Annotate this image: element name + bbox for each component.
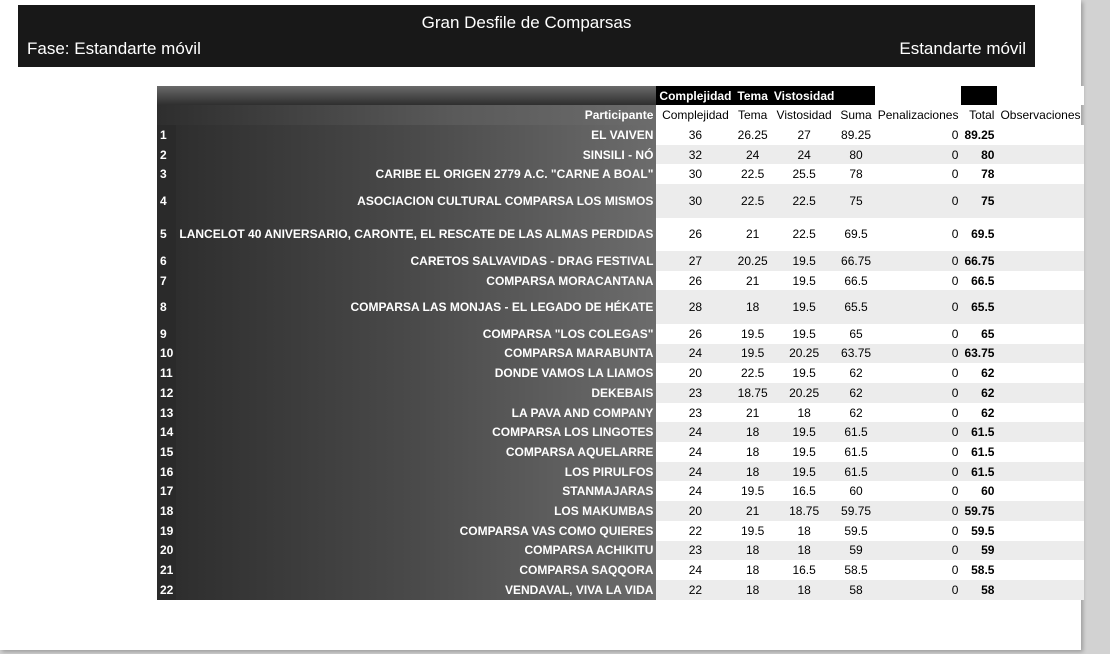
position-cell: 12	[157, 383, 176, 403]
complejidad-cell: 24	[656, 442, 734, 462]
position-cell: 11	[157, 363, 176, 383]
tema-cell: 22.5	[734, 363, 770, 383]
penalizaciones-cell: 0	[875, 363, 962, 383]
group-header-total-blank	[961, 86, 997, 105]
col-vistosidad: Vistosidad	[776, 108, 832, 122]
total-cell: 69.5	[961, 218, 997, 252]
position-cell: 7	[157, 271, 176, 291]
observaciones-cell	[997, 541, 1083, 561]
participant-cell: COMPARSA "LOS COLEGAS"	[176, 324, 656, 344]
vistosidad-cell: 25.5	[771, 164, 837, 184]
complejidad-cell: 30	[656, 164, 734, 184]
suma-cell: 63.75	[837, 344, 874, 364]
penalizaciones-cell: 0	[875, 324, 962, 344]
participant-cell: COMPARSA LAS MONJAS - EL LEGADO DE HÉKATE	[176, 290, 656, 324]
tema-cell: 18	[734, 560, 770, 580]
complejidad-cell: 24	[656, 481, 734, 501]
complejidad-cell: 22	[656, 580, 734, 600]
participant-cell: CARETOS SALVAVIDAS - DRAG FESTIVAL	[176, 251, 656, 271]
col-observaciones: Observaciones	[1000, 108, 1081, 122]
results-body	[157, 125, 1084, 600]
col-complejidad: Complejidad	[662, 108, 729, 122]
col-tema: Tema	[737, 108, 768, 122]
tema-cell: 18	[734, 290, 770, 324]
participant-cell: COMPARSA AQUELARRE	[176, 442, 656, 462]
tema-cell: 21	[734, 501, 770, 521]
observaciones-cell	[997, 521, 1083, 541]
total-cell: 66.75	[961, 251, 997, 271]
suma-cell: 66.75	[837, 251, 874, 271]
table-row	[157, 560, 1084, 580]
table-row	[157, 422, 1084, 442]
tema-cell: 24	[734, 145, 770, 165]
participant-cell: LOS PIRULFOS	[176, 462, 656, 482]
total-cell: 62	[961, 363, 997, 383]
participant-cell: VENDAVAL, VIVA LA VIDA	[176, 580, 656, 600]
total-cell: 62	[961, 383, 997, 403]
observaciones-cell	[997, 290, 1083, 324]
vistosidad-cell: 18	[771, 580, 837, 600]
suma-cell: 59.75	[837, 501, 874, 521]
tema-cell: 21	[734, 403, 770, 423]
tema-cell: 19.5	[734, 521, 770, 541]
complejidad-cell: 24	[656, 422, 734, 442]
observaciones-cell	[997, 344, 1083, 364]
participant-cell: COMPARSA SAQQORA	[176, 560, 656, 580]
table-row	[157, 383, 1084, 403]
col-suma: Suma	[840, 108, 872, 122]
total-cell: 61.5	[961, 442, 997, 462]
complejidad-cell: 20	[656, 501, 734, 521]
tema-cell: 21	[734, 218, 770, 252]
vistosidad-cell: 22.5	[771, 184, 837, 218]
tema-cell: 18	[734, 442, 770, 462]
observaciones-cell	[997, 422, 1083, 442]
suma-cell: 62	[837, 363, 874, 383]
position-cell: 19	[157, 521, 176, 541]
table-row	[157, 324, 1084, 344]
phase-label: Fase: Estandarte móvil	[27, 39, 201, 58]
complejidad-cell: 20	[656, 363, 734, 383]
vistosidad-cell: 24	[771, 145, 837, 165]
position-cell: 14	[157, 422, 176, 442]
observaciones-cell	[997, 271, 1083, 291]
group-header-tema: Tema	[734, 86, 770, 105]
complejidad-cell: 24	[656, 560, 734, 580]
participant-cell: STANMAJARAS	[176, 481, 656, 501]
vistosidad-cell: 16.5	[771, 481, 837, 501]
observaciones-cell	[997, 184, 1083, 218]
complejidad-cell: 26	[656, 218, 734, 252]
suma-cell: 78	[837, 164, 874, 184]
penalizaciones-cell: 0	[875, 218, 962, 252]
group-header-vistosidad: Vistosidad	[771, 86, 837, 105]
position-cell: 13	[157, 403, 176, 423]
table-row	[157, 344, 1084, 364]
position-cell: 4	[157, 184, 176, 218]
tema-cell: 19.5	[734, 344, 770, 364]
penalizaciones-cell: 0	[875, 271, 962, 291]
total-cell: 62	[961, 403, 997, 423]
vistosidad-cell: 18	[771, 521, 837, 541]
complejidad-cell: 26	[656, 324, 734, 344]
position-cell: 10	[157, 344, 176, 364]
suma-cell: 65	[837, 324, 874, 344]
penalizaciones-cell: 0	[875, 125, 962, 145]
tema-cell: 18	[734, 580, 770, 600]
col-total: Total	[969, 108, 995, 122]
suma-cell: 61.5	[837, 462, 874, 482]
position-cell: 5	[157, 218, 176, 252]
table-row	[157, 462, 1084, 482]
suma-cell: 89.25	[837, 125, 874, 145]
total-cell: 75	[961, 184, 997, 218]
penalizaciones-cell: 0	[875, 184, 962, 218]
total-cell: 61.5	[961, 422, 997, 442]
table-row	[157, 145, 1084, 165]
col-penalizaciones: Penalizaciones	[877, 108, 959, 122]
participant-cell: COMPARSA MARABUNTA	[176, 344, 656, 364]
table-row	[157, 184, 1084, 218]
observaciones-cell	[997, 251, 1083, 271]
observaciones-cell	[997, 145, 1083, 165]
participant-cell: CARIBE EL ORIGEN 2779 A.C. "CARNE A BOAL"	[176, 164, 656, 184]
position-cell: 22	[157, 580, 176, 600]
penalizaciones-cell: 0	[875, 145, 962, 165]
vistosidad-cell: 18.75	[771, 501, 837, 521]
total-cell: 89.25	[961, 125, 997, 145]
table-row	[157, 481, 1084, 501]
penalizaciones-cell: 0	[875, 422, 962, 442]
table-row	[157, 251, 1084, 271]
suma-cell: 59.5	[837, 521, 874, 541]
vistosidad-cell: 18	[771, 403, 837, 423]
vistosidad-cell: 22.5	[771, 218, 837, 252]
penalizaciones-cell: 0	[875, 501, 962, 521]
observaciones-cell	[997, 403, 1083, 423]
total-cell: 66.5	[961, 271, 997, 291]
vistosidad-cell: 19.5	[771, 324, 837, 344]
position-cell: 2	[157, 145, 176, 165]
total-cell: 60	[961, 481, 997, 501]
total-cell: 65.5	[961, 290, 997, 324]
penalizaciones-cell: 0	[875, 403, 962, 423]
observaciones-cell	[997, 383, 1083, 403]
vistosidad-cell: 18	[771, 541, 837, 561]
participant-cell: ASOCIACION CULTURAL COMPARSA LOS MISMOS	[176, 184, 656, 218]
group-header-pen-blank	[875, 86, 962, 105]
vistosidad-cell: 20.25	[771, 383, 837, 403]
table-row	[157, 403, 1084, 423]
participant-cell: COMPARSA MORACANTANA	[176, 271, 656, 291]
group-header-obs-blank	[997, 86, 1083, 105]
vistosidad-cell: 20.25	[771, 344, 837, 364]
vistosidad-cell: 19.5	[771, 271, 837, 291]
col-participante: Participante	[157, 105, 656, 125]
observaciones-cell	[997, 442, 1083, 462]
position-cell: 1	[157, 125, 176, 145]
position-cell: 18	[157, 501, 176, 521]
penalizaciones-cell: 0	[875, 560, 962, 580]
observaciones-cell	[997, 481, 1083, 501]
table-row	[157, 541, 1084, 561]
total-cell: 59.5	[961, 521, 997, 541]
table-row	[157, 521, 1084, 541]
table-row	[157, 290, 1084, 324]
results-table	[157, 86, 1084, 600]
complejidad-cell: 22	[656, 521, 734, 541]
complejidad-cell: 24	[656, 344, 734, 364]
position-cell: 21	[157, 560, 176, 580]
suma-cell: 59	[837, 541, 874, 561]
suma-cell: 62	[837, 383, 874, 403]
suma-cell: 60	[837, 481, 874, 501]
complejidad-cell: 23	[656, 541, 734, 561]
observaciones-cell	[997, 501, 1083, 521]
tema-cell: 20.25	[734, 251, 770, 271]
vistosidad-cell: 27	[771, 125, 837, 145]
participant-cell: LOS MAKUMBAS	[176, 501, 656, 521]
suma-cell: 58.5	[837, 560, 874, 580]
penalizaciones-cell: 0	[875, 290, 962, 324]
tema-cell: 18.75	[734, 383, 770, 403]
tema-cell: 22.5	[734, 164, 770, 184]
observaciones-cell	[997, 580, 1083, 600]
penalizaciones-cell: 0	[875, 164, 962, 184]
suma-cell: 75	[837, 184, 874, 218]
position-cell: 8	[157, 290, 176, 324]
suma-cell: 80	[837, 145, 874, 165]
observaciones-cell	[997, 164, 1083, 184]
total-cell: 59	[961, 541, 997, 561]
suma-cell: 69.5	[837, 218, 874, 252]
complejidad-cell: 23	[656, 403, 734, 423]
participant-cell: DONDE VAMOS LA LIAMOS	[176, 363, 656, 383]
tema-cell: 22.5	[734, 184, 770, 218]
participant-cell: LANCELOT 40 ANIVERSARIO, CARONTE, EL RESCATE DE LAS ALMAS PERDIDAS	[176, 218, 656, 252]
complejidad-cell: 36	[656, 125, 734, 145]
tema-cell: 18	[734, 462, 770, 482]
suma-cell: 58	[837, 580, 874, 600]
table-row	[157, 580, 1084, 600]
penalizaciones-cell: 0	[875, 462, 962, 482]
complejidad-cell: 30	[656, 184, 734, 218]
penalizaciones-cell: 0	[875, 383, 962, 403]
observaciones-cell	[997, 324, 1083, 344]
tema-cell: 21	[734, 271, 770, 291]
participant-cell: COMPARSA LOS LINGOTES	[176, 422, 656, 442]
tema-cell: 26.25	[734, 125, 770, 145]
participant-cell: COMPARSA ACHIKITU	[176, 541, 656, 561]
tema-cell: 18	[734, 541, 770, 561]
participant-cell: COMPARSA VAS COMO QUIERES	[176, 521, 656, 541]
table-row	[157, 501, 1084, 521]
total-cell: 63.75	[961, 344, 997, 364]
group-header-row	[157, 86, 1084, 105]
complejidad-cell: 27	[656, 251, 734, 271]
participant-cell: LA PAVA AND COMPANY	[176, 403, 656, 423]
vistosidad-cell: 19.5	[771, 251, 837, 271]
suma-cell: 65.5	[837, 290, 874, 324]
participant-cell: EL VAIVEN	[176, 125, 656, 145]
group-header-complejidad: Complejidad	[656, 86, 734, 105]
observaciones-cell	[997, 363, 1083, 383]
complejidad-cell: 28	[656, 290, 734, 324]
report-title: Gran Desfile de Comparsas	[421, 13, 632, 32]
vistosidad-cell: 16.5	[771, 560, 837, 580]
table-row	[157, 442, 1084, 462]
total-cell: 80	[961, 145, 997, 165]
penalizaciones-cell: 0	[875, 344, 962, 364]
position-cell: 3	[157, 164, 176, 184]
group-header-blank	[157, 86, 656, 105]
vistosidad-cell: 19.5	[771, 462, 837, 482]
total-cell: 78	[961, 164, 997, 184]
vistosidad-cell: 19.5	[771, 422, 837, 442]
position-cell: 15	[157, 442, 176, 462]
observaciones-cell	[997, 218, 1083, 252]
table-row	[157, 218, 1084, 252]
suma-cell: 61.5	[837, 422, 874, 442]
observaciones-cell	[997, 560, 1083, 580]
penalizaciones-cell: 0	[875, 442, 962, 462]
table-row	[157, 271, 1084, 291]
column-header-row	[157, 105, 1084, 125]
suma-cell: 62	[837, 403, 874, 423]
vistosidad-cell: 19.5	[771, 290, 837, 324]
group-header-suma-blank	[837, 86, 874, 105]
total-cell: 58.5	[961, 560, 997, 580]
report-banner	[18, 5, 1035, 67]
penalizaciones-cell: 0	[875, 541, 962, 561]
category-label: Estandarte móvil	[899, 39, 1026, 58]
table-row	[157, 125, 1084, 145]
complejidad-cell: 32	[656, 145, 734, 165]
penalizaciones-cell: 0	[875, 580, 962, 600]
participant-cell: DEKEBAIS	[176, 383, 656, 403]
complejidad-cell: 26	[656, 271, 734, 291]
total-cell: 65	[961, 324, 997, 344]
observaciones-cell	[997, 125, 1083, 145]
position-cell: 16	[157, 462, 176, 482]
total-cell: 61.5	[961, 462, 997, 482]
participant-cell: SINSILI - NÓ	[176, 145, 656, 165]
vistosidad-cell: 19.5	[771, 442, 837, 462]
penalizaciones-cell: 0	[875, 521, 962, 541]
table-row	[157, 363, 1084, 383]
vistosidad-cell: 19.5	[771, 363, 837, 383]
position-cell: 6	[157, 251, 176, 271]
complejidad-cell: 23	[656, 383, 734, 403]
tema-cell: 18	[734, 422, 770, 442]
complejidad-cell: 24	[656, 462, 734, 482]
tema-cell: 19.5	[734, 324, 770, 344]
total-cell: 59.75	[961, 501, 997, 521]
position-cell: 9	[157, 324, 176, 344]
suma-cell: 66.5	[837, 271, 874, 291]
suma-cell: 61.5	[837, 442, 874, 462]
table-row	[157, 164, 1084, 184]
total-cell: 58	[961, 580, 997, 600]
tema-cell: 19.5	[734, 481, 770, 501]
position-cell: 20	[157, 541, 176, 561]
observaciones-cell	[997, 462, 1083, 482]
penalizaciones-cell: 0	[875, 251, 962, 271]
position-cell: 17	[157, 481, 176, 501]
penalizaciones-cell: 0	[875, 481, 962, 501]
